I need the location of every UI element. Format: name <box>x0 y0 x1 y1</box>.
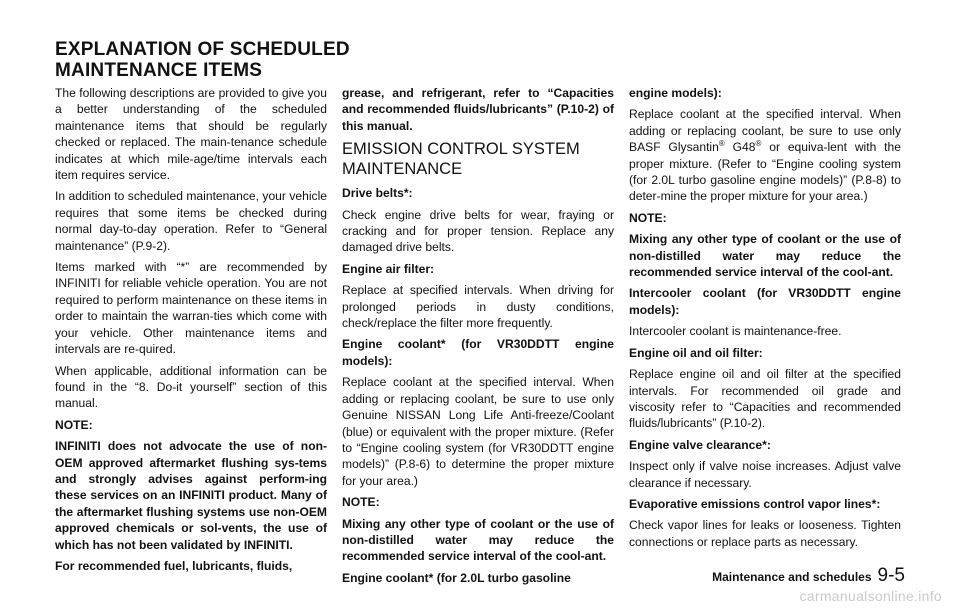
footer-section: Maintenance and schedules <box>712 570 872 584</box>
column-1 <box>55 85 327 579</box>
recommended-fluids-continued: grease, and refrigerant, refer to “Capacities and recommended fluids/lubricants” (P.10-2) of this manual. <box>342 86 614 133</box>
registered-mark: ® <box>718 139 725 149</box>
drive-belts-text: Check engine drive belts for wear, fraying or cracking and for proper tension. Replace any damaged drive belts. <box>342 207 614 255</box>
oil-label: Engine oil and oil filter: <box>629 345 763 360</box>
intercooler-label: Intercooler coolant (for VR30DDTT engine models): <box>629 286 901 317</box>
coolant-note-2: Mixing any other type of coolant or the use of non-distilled water may reduce the recommended service interval of the cool-ant. <box>629 232 901 280</box>
coolant-20-label-continued: engine models): <box>629 86 722 100</box>
air-filter-text: Replace at specified intervals. When driving for prolonged periods in dusty conditions, check/replace the filter more frequently. <box>342 283 614 331</box>
coolant-vr-label: Engine coolant* (for VR30DDTT engine models): <box>342 337 614 368</box>
valve-label: Engine valve clearance*: <box>629 437 771 452</box>
additional-info-paragraph: When applicable, additional information can be found in the “8. Do-it yourself” section of this manual. <box>55 363 327 411</box>
page-title <box>55 39 375 81</box>
registered-mark-2: ® <box>755 139 762 149</box>
coolant-20-label: Engine coolant* (for 2.0L turbo gasoline <box>342 570 571 585</box>
note-label: NOTE: <box>629 210 667 225</box>
oil-text: Replace engine oil and oil filter at the specified intervals. For recommended oil grade and viscosity refer to “Capacities and recommended fluids/lubricants” (P.10-2). <box>629 367 901 431</box>
watermark: carmanualsonline.info <box>799 588 942 604</box>
column-3 <box>629 85 901 555</box>
valve-text: Inspect only if valve noise increases. Adjust valve clearance if necessary. <box>629 459 901 490</box>
coolant-20-text-c: or equiva-lent with the proper mixture. (Refer to “Engine cooling system (for 2.0L turbo gasoline engine models)” (P.8-8) to deter-mine the proper mixture for your area.) <box>629 140 901 204</box>
section-heading: EMISSION CONTROL SYSTEM MAINTENANCE <box>342 140 580 179</box>
air-filter-label: Engine air filter: <box>342 261 435 276</box>
note-label: NOTE: <box>342 495 380 510</box>
page-number: 9-5 <box>877 565 905 586</box>
flushing-note: INFINITI does not advocate the use of non-OEM approved aftermarket flushing sys-tems and strongly advises against perform-ing these services on an INFINITI product. Many of the aftermarket flushing systems use non-OEM approved chemicals or sol-vents, the use of which has not been validated by INFINITI. <box>55 439 327 552</box>
general-maintenance-paragraph: In addition to scheduled maintenance, your vehicle requires that some items be checked during normal day-to-day operation. Refer to “General maintenance” (P.9-2). <box>55 189 327 253</box>
recommended-fluids-text: For recommended fuel, lubricants, fluids, <box>55 558 293 573</box>
column-2 <box>342 85 614 591</box>
coolant-20-text <box>629 106 901 204</box>
asterisk-items-paragraph: Items marked with “*” are recommended by INFINITI for reliable vehicle operation. You are not required to perform maintenance on these items in order to maintain the warran-ties which come with your vehicle. Other maintenance items and intervals are re-quired. <box>55 260 327 357</box>
coolant-vr-text: Replace coolant at the specified interval. When adding or replacing coolant, be sure to use only Genuine NISSAN Long Life Anti-freeze/Coolant (blue) or equivalent with the proper mixture. (Refer to “Engine cooling system (for VR30DDTT engine models)” (P.8-6) to determine the proper mixture for your area.) <box>342 375 614 488</box>
page-title-line1: EXPLANATION OF SCHEDULED <box>55 39 350 60</box>
page-footer <box>712 565 905 587</box>
coolant-note: Mixing any other type of coolant or the use of non-distilled water may reduce the recommended service interval of the cool-ant. <box>342 516 614 564</box>
intercooler-text: Intercooler coolant is maintenance-free. <box>629 324 842 339</box>
drive-belts-label: Drive belts*: <box>342 186 413 201</box>
coolant-20-text-b: G48 <box>724 140 756 155</box>
coolant-20-text-a: Replace coolant at the specified interval. When adding or replacing coolant, be sure to use only BASF Glysantin <box>629 107 901 155</box>
page-title-line2: MAINTENANCE ITEMS <box>55 60 263 81</box>
evap-text: Check vapor lines for leaks or looseness. Tighten connections or replace parts as necessary. <box>629 518 901 549</box>
note-label: NOTE: <box>55 417 93 432</box>
evap-label: Evaporative emissions control vapor lines*: <box>629 496 881 511</box>
intro-paragraph: The following descriptions are provided to give you a better understanding of the scheduled maintenance items that should be regularly checked or replaced. The main-tenance schedule indicates at which mile-age/time intervals each item requires service. <box>55 86 327 183</box>
